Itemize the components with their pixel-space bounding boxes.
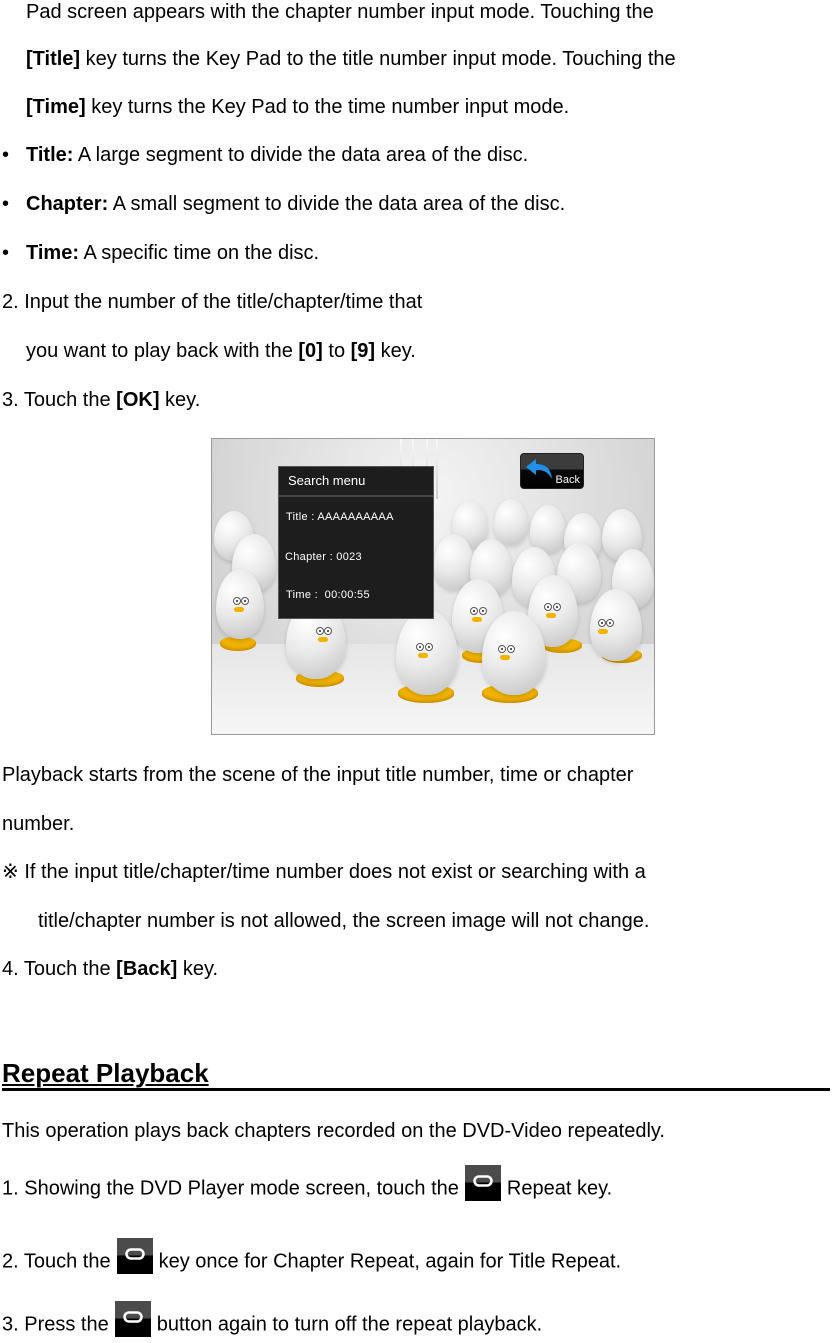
intro-line-2 — [26, 47, 676, 71]
repeat-step-3 — [2, 1307, 542, 1343]
intro-line-3 — [26, 95, 569, 119]
back-button-label: Back — [555, 474, 580, 486]
intro-line-1: Pad screen appears with the chapter number input mode. Touching the — [26, 1, 654, 23]
step-2-text-a: you want to play back with the — [26, 340, 299, 362]
section-heading — [2, 1058, 830, 1091]
repeat-icon — [117, 1238, 153, 1274]
egg-figure — [396, 609, 458, 695]
title-field[interactable]: Title : AAAAAAAAAA — [286, 511, 394, 523]
time-key-label: [Time] — [26, 96, 86, 118]
chapter-field[interactable]: Chapter : 0023 — [285, 551, 362, 563]
section-heading-text: Repeat Playback — [2, 1058, 209, 1088]
repeat-step-text-a: 3. Press the — [2, 1313, 109, 1336]
bullet-icon: • — [2, 144, 10, 166]
time-field[interactable] — [286, 589, 370, 601]
definition-time — [2, 241, 319, 265]
step-3 — [2, 388, 200, 412]
definition-desc: A small segment to divide the data area of the disc. — [108, 193, 566, 215]
definition-term: Time: — [26, 242, 79, 264]
time-value: 00:00:55 — [324, 589, 370, 601]
search-menu-header: Search menu — [279, 467, 433, 497]
back-key-label: [Back] — [116, 958, 178, 980]
step-2-line-1: 2. Input the number of the title/chapter/time that — [2, 291, 423, 313]
definition-title — [2, 143, 528, 167]
repeat-icon — [465, 1165, 501, 1201]
definition-term: Chapter: — [26, 193, 109, 215]
egg-figure — [494, 499, 528, 545]
note-line-1: ※ If the input title/chapter/time number does not exist or searching with a — [2, 861, 646, 883]
dvd-search-screenshot — [211, 438, 655, 735]
repeat-step-1 — [2, 1171, 612, 1207]
key-0-label: [0] — [298, 340, 323, 362]
back-button[interactable] — [520, 453, 584, 489]
ok-key-label: [OK] — [116, 389, 160, 411]
repeat-step-text-b: Repeat key. — [506, 1177, 613, 1200]
step-4-text-b: key. — [177, 958, 219, 980]
intro-line-2-text: key turns the Key Pad to the title number input mode. Touching the — [80, 48, 676, 70]
step-3-text-a: 3. Touch the — [2, 389, 117, 411]
search-menu-panel — [278, 466, 434, 619]
repeat-step-text-b: button again to turn off the repeat playback. — [156, 1313, 543, 1336]
intro-line-3-text: key turns the Key Pad to the time number input mode. — [85, 96, 570, 118]
bullet-icon: • — [2, 242, 10, 264]
repeat-step-text-a: 2. Touch the — [2, 1250, 111, 1273]
repeat-step-text-b: key once for Chapter Repeat, again for Title Repeat. — [158, 1250, 622, 1273]
playback-text-line-1: Playback starts from the scene of the input title number, time or chapter — [2, 764, 634, 786]
playback-text-line-2: number. — [2, 813, 75, 835]
key-9-label: [9] — [350, 340, 376, 362]
step-3-text-b: key. — [159, 389, 201, 411]
step-4-text-a: 4. Touch the — [2, 958, 117, 980]
title-key-label: [Title] — [26, 48, 81, 70]
step-2-text-c: key. — [375, 340, 416, 362]
repeat-step-text-a: 1. Showing the DVD Player mode screen, touch the — [2, 1177, 459, 1200]
bullet-icon: • — [2, 193, 10, 215]
egg-figure — [530, 505, 566, 553]
definition-chapter — [2, 192, 565, 216]
repeat-step-2 — [2, 1244, 621, 1280]
time-label: Time : — [286, 589, 318, 601]
definition-desc: A specific time on the disc. — [78, 242, 320, 264]
note-line-2: title/chapter number is not allowed, the screen image will not change. — [38, 910, 650, 932]
definition-term: Title: — [26, 144, 74, 166]
back-arrow-icon — [524, 457, 556, 483]
repeat-icon — [115, 1301, 151, 1337]
step-4 — [2, 957, 218, 981]
step-2-line-2 — [26, 339, 416, 363]
definition-desc: A large segment to divide the data area of the disc. — [73, 144, 529, 166]
step-2-text-b: to — [322, 340, 351, 362]
repeat-description: This operation plays back chapters recorded on the DVD-Video repeatedly. — [2, 1120, 665, 1142]
